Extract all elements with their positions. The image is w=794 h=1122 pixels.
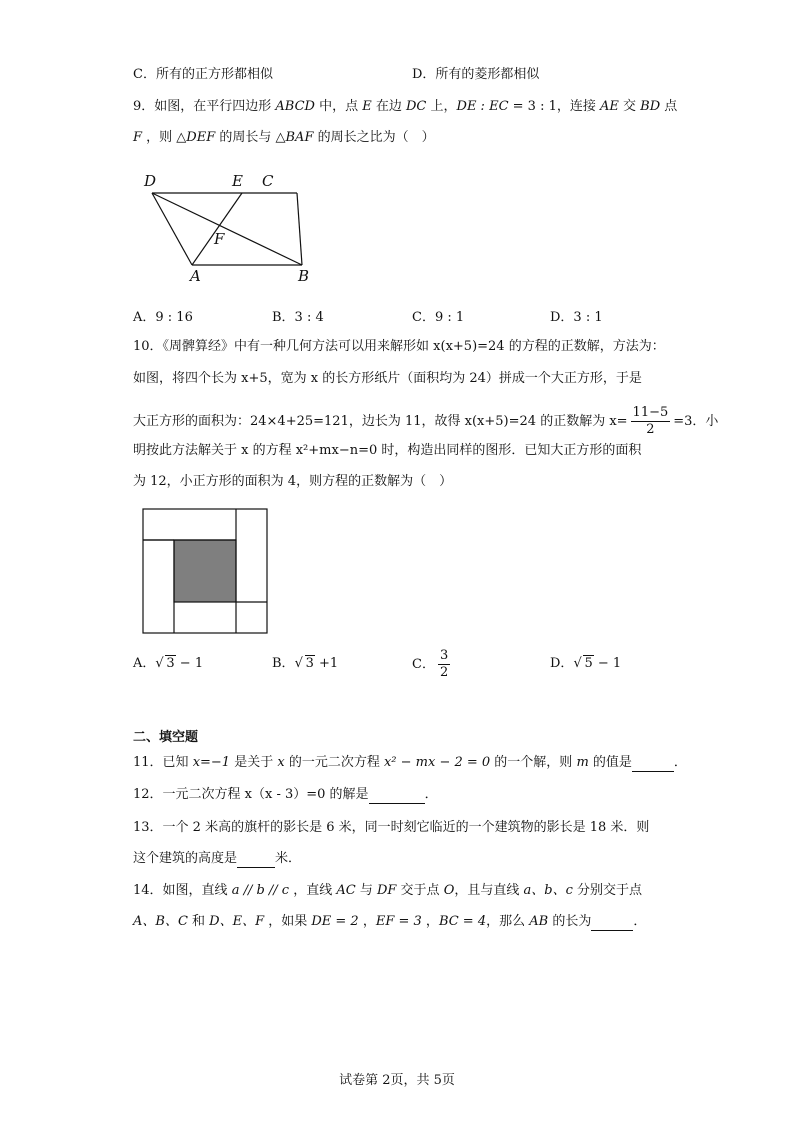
q10-stem-line1: 10．《周髀算经》中有一种几何方法可以用来解形如 x(x+5)=24 的方程的正数解，方法为： [133,339,665,354]
q10-stem-line5: 为 12，小正方形的面积为 4，则方程的正数解为（ ） [133,474,453,489]
q13-stem-line1: 13．一个 2 米高的旗杆的影长是 6 米，同一时刻它临近的一个建筑物的影长是 18 米．则 [133,820,650,835]
label-A: A [190,267,201,285]
q14-stem-line1: 14．如图，直线 a // b // c ，直线 AC 与 DF 交于点 O，且与直线 a、b、c 分别交于点 [133,883,642,898]
q13-stem-line2: 这个建筑的高度是 米． [133,851,302,866]
label-D: D [144,172,157,190]
q10-option-d: D．√ 5 − 1 [550,655,621,673]
q14-answer-blank[interactable] [591,916,633,931]
q10-fraction: $\frac{11-5}{2}$ [632,405,669,437]
q11-stem: 11．已知 x=−1 是关于 x 的一元二次方程 x² − mx − 2 = 0 的一个解，则 m 的值是 ． [133,755,687,770]
label-F: F [214,230,225,248]
q9-option-d: D．3 : 1 [550,310,603,325]
q11-answer-blank[interactable] [632,757,674,772]
label-E: E [232,172,243,190]
section-heading-fill-in: 二、填空题 [133,730,199,745]
q9-option-b: B．3 : 4 [272,310,324,325]
label-C: C [262,172,274,190]
q14-stem-line2: A、B、C 和 D、E、F ，如果 DE = 2 ，EF = 3 ，BC = 4，那么 AB 的长为 ． [133,914,647,929]
q10-option-c: C． $\frac{3}{2}$ [412,648,449,680]
q9-parallelogram-figure [138,168,338,288]
q9-option-a: A．9 : 16 [133,310,193,325]
q9-option-c: C．9 : 1 [412,310,465,325]
q8-option-d: D．所有的菱形都相似 [412,67,540,82]
q12-stem: 12．一元二次方程 x（x - 3）=0 的解是 ． [133,787,438,802]
q9-stem-line2: F ，则 △DEF 的周长与 △BAF 的周长之比为（ ） [133,130,435,145]
q10-stem-line2: 如图，将四个长为 x+5，宽为 x 的长方形纸片（面积均为 24）拼成一个大正方形，于是 [133,371,642,386]
q10-stem-line3: 大正方形的面积为：24×4+25=121，边长为 11，故得 x(x+5)=24 的正数解为 x= $\frac{11-5}{2}$ =3．小 [133,405,719,437]
q13-answer-blank[interactable] [237,853,275,868]
q10-square-figure [142,508,270,636]
label-B: B [298,267,310,285]
q8-option-c: C．所有的正方形都相似 [133,67,273,82]
q10-stem-line4: 明按此方法解关于 x 的方程 x²+mx−n=0 时，构造出同样的图形．已知大正方形的面积 [133,443,642,458]
q12-answer-blank[interactable] [369,789,425,804]
q10-option-a: A．√ 3 − 1 [133,655,203,673]
page-footer: 试卷第 2页，共 5页 [339,1073,455,1088]
q9-stem-line1: 9．如图，在平行四边形 ABCD 中，点 E 在边 DC 上，DE : EC = 3 : 1，连接 AE 交 BD 点 [133,99,678,114]
q10-option-b: B．√ 3 +1 [272,655,338,673]
